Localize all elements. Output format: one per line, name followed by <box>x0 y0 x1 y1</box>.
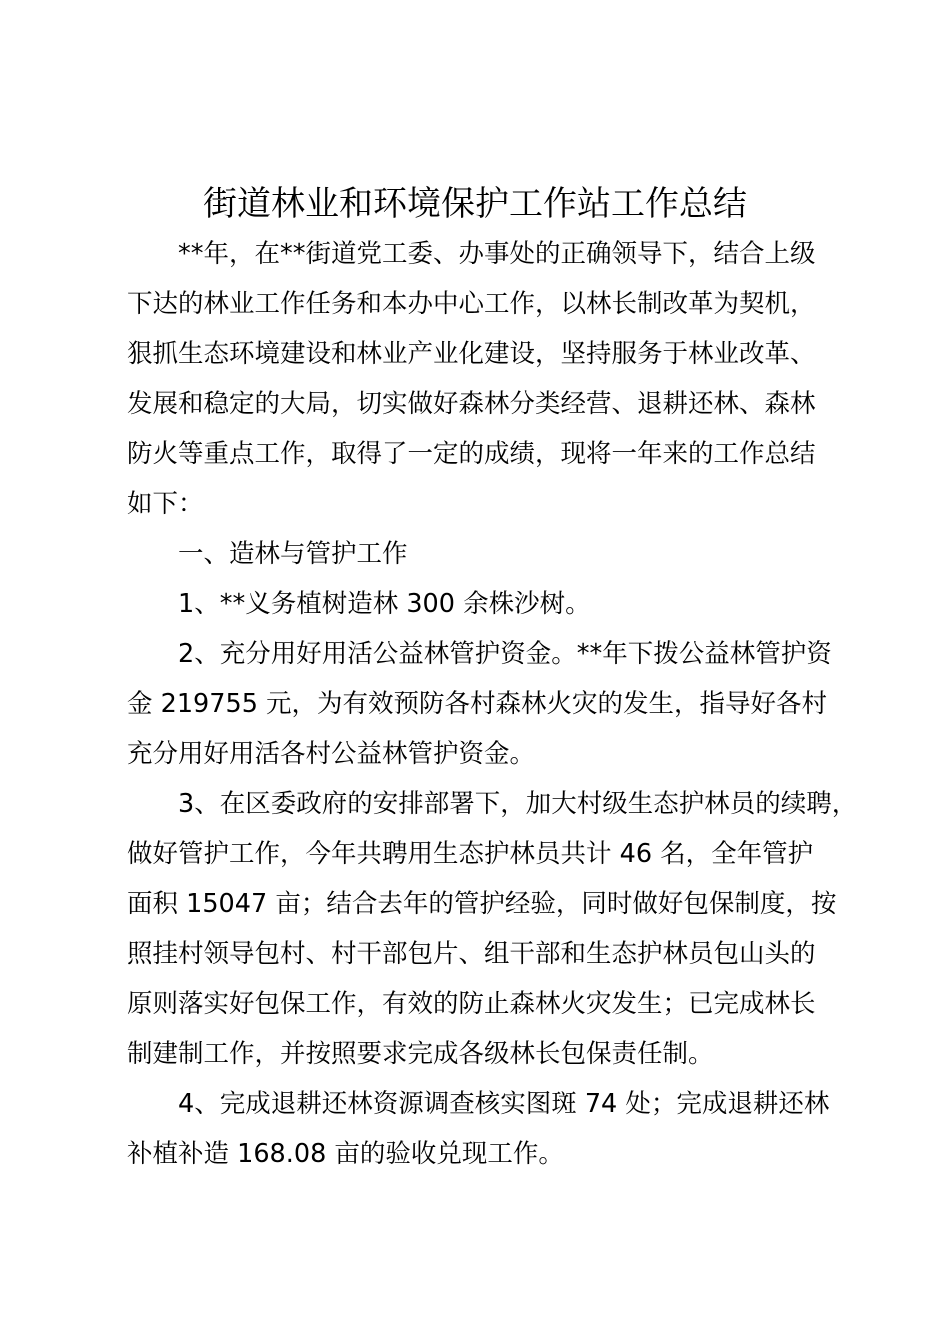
paragraph-line: 原则落实好包保工作，有效的防止森林火灾发生；已完成林长 <box>127 989 816 1019</box>
list-item-2 <box>127 629 837 779</box>
list-item-1 <box>127 579 837 629</box>
paragraph-line: 补植补造 168.08 亩的验收兑现工作。 <box>127 1139 564 1169</box>
document-title: 街道林业和环境保护工作站工作总结 <box>203 184 747 224</box>
paragraph-line: 4、完成退耕还林资源调查核实图斑 74 处；完成退耕还林 <box>178 1089 830 1119</box>
paragraph-line: 2、充分用好用活公益林管护资金。**年下拨公益林管护资 <box>178 639 832 669</box>
document-body <box>127 229 858 1179</box>
paragraph-line: 照挂村领导包村、村干部包片、组干部和生态护林员包山头的 <box>127 939 816 969</box>
intro-paragraph <box>127 229 837 529</box>
paragraph-line: 1、**义务植树造林 300 余株沙树。 <box>178 589 591 619</box>
paragraph-line: 3、在区委政府的安排部署下，加大村级生态护林员的续聘， <box>178 789 858 819</box>
section-heading <box>127 529 837 579</box>
paragraph-line: 做好管护工作，今年共聘用生态护林员共计 46 名，全年管护 <box>127 839 814 869</box>
paragraph-line: 狠抓生态环境建设和林业产业化建设，坚持服务于林业改革、 <box>127 339 816 369</box>
list-item-3 <box>127 779 858 1079</box>
section-heading-text: 一、造林与管护工作 <box>178 539 408 569</box>
paragraph-line: 发展和稳定的大局，切实做好森林分类经营、退耕还林、森林 <box>127 389 816 419</box>
paragraph-line: 面积 15047 亩；结合去年的管护经验，同时做好包保制度，按 <box>127 889 837 919</box>
paragraph-line: 金 219755 元，为有效预防各村森林火灾的发生，指导好各村 <box>127 689 828 719</box>
paragraph-line: **年，在**街道党工委、办事处的正确领导下，结合上级 <box>178 239 816 269</box>
list-item-4 <box>127 1079 837 1179</box>
paragraph-line: 防火等重点工作，取得了一定的成绩，现将一年来的工作总结 <box>127 439 816 469</box>
paragraph-line: 下达的林业工作任务和本办中心工作，以林长制改革为契机， <box>127 289 816 319</box>
paragraph-line: 充分用好用活各村公益林管护资金。 <box>127 739 536 769</box>
paragraph-line: 如下： <box>127 489 204 519</box>
paragraph-line: 制建制工作，并按照要求完成各级林长包保责任制。 <box>127 1039 714 1069</box>
